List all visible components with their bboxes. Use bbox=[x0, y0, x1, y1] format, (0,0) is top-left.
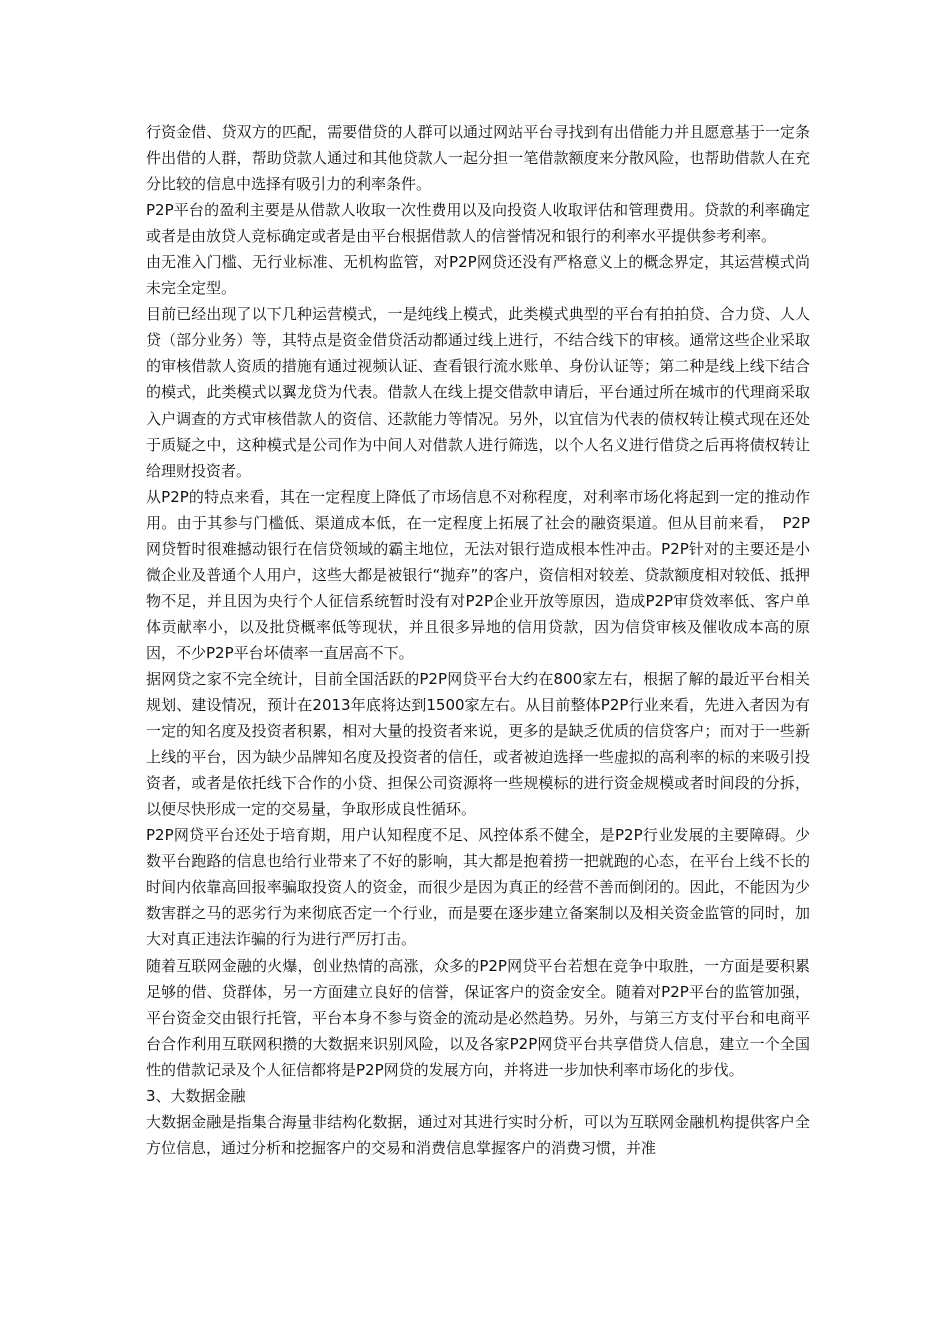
paragraph-big-data-finance: 大数据金融是指集合海量非结构化数据，通过对其进行实时分析，可以为互联网金融机构提供客户全方位信息，通过分析和挖掘客户的交易和消费信息掌握客户的消费习惯，并准 bbox=[146, 1112, 810, 1157]
paragraph-cultivation-stage: P2P网贷平台还处于培育期，用户认知程度不足、风控体系不健全，是P2P行业发展的主要障碍。少数平台跑路的信息也给行业带来了不好的影响，其大都是抱着捞一把就跑的心态，在平台上线不长的时间内依靠高回报率骗取投资人的资金，而很少是因为真正的经营不善而倒闭的。因此，不能因为少数害群之马的恶劣行为来彻底否定一个行业，而是要在逐步建立备案制以及相关资金监管的同时，加大对真正违法诈骗的行为进行严厉打击。 bbox=[146, 826, 810, 949]
paragraph-statistics: 据网贷之家不完全统计，目前全国活跃的P2P网贷平台大约在800家左右，根据了解的最近平台相关规划、建设情况，预计在2013年底将达到1500家左右。从目前整体P2P行业来看，先进入者因为有一定的知名度及投资者积累，相对大量的投资者来说，更多的是缺乏优质的信贷客户；而对于一些新上线的平台，因为缺少品牌知名度及投资者的信任，或者被迫选择一些虚拟的高利率的标的来吸引投资者，或者是依托线下合作的小贷、担保公司资源将一些规模标的进行资金规模或者时间段的分拆，以便尽快形成一定的交易量，争取形成良性循环。 bbox=[146, 669, 810, 819]
paragraph-matching: 行资金借、贷双方的匹配，需要借贷的人群可以通过网站平台寻找到有出借能力并且愿意基于一定条件出借的人群，帮助贷款人通过和其他贷款人一起分担一笔借款额度来分散风险，也帮助借款人在充分比较的信息中选择有吸引力的利率条件。 bbox=[146, 123, 810, 194]
document-body bbox=[146, 119, 810, 1161]
paragraph-operating-modes: 目前已经出现了以下几种运营模式，一是纯线上模式，此类模式典型的平台有拍拍贷、合力贷、人人贷（部分业务）等，其特点是资金借贷活动都通过线上进行，不结合线下的审核。通常这些企业采取的审核借款人资质的措施有通过视频认证、查看银行流水账单、身份认证等；第二种是线上线下结合的模式，此类模式以翼龙贷为代表。借款人在线上提交借款申请后，平台通过所在城市的代理商采取入户调查的方式审核借款人的资信、还款能力等情况。另外，以宜信为代表的债权转让模式现在还处于质疑之中，这种模式是公司作为中间人对借款人进行筛选，以个人名义进行借贷之后再将债权转让给理财投资者。 bbox=[146, 305, 810, 480]
paragraph-p2p-features: 从P2P的特点来看，其在一定程度上降低了市场信息不对称程度，对利率市场化将起到一定的推动作用。由于其参与门槛低、渠道成本低，在一定程度上拓展了社会的融资渠道。但从目前来看， P2P网贷暂时很难撼动银行在信贷领域的霸主地位，无法对银行造成根本性冲击。P2P针对的主要还是小微企业及普通个人用户，这些大都是被银行“抛弃”的客户，资信相对较差、贷款额度相对较低、抵押物不足，并且因为央行个人征信系统暂时没有对P2P企业开放等原因，造成P2P审贷效率低、客户单体贡献率小，以及批贷概率低等现状，并且很多异地的信用贷款，因为信贷审核及催收成本高的原因，不少P2P平台坏债率一直居高不下。 bbox=[146, 487, 810, 662]
section-heading-big-data: 3、大数据金融 bbox=[146, 1086, 246, 1105]
paragraph-future-direction: 随着互联网金融的火爆，创业热情的高涨，众多的P2P网贷平台若想在竞争中取胜，一方面是要积累足够的借、贷群体，另一方面建立良好的信誉，保证客户的资金安全。随着对P2P平台的监管加强，平台资金交由银行托管，平台本身不参与资金的流动是必然趋势。另外，与第三方支付平台和电商平台合作利用互联网积攒的大数据来识别风险，以及各家P2P网贷平台共享借贷人信息，建立一个全国性的借款记录及个人征信都将是P2P网贷的发展方向，并将进一步加快利率市场化的步伐。 bbox=[146, 956, 810, 1079]
paragraph-profit-model: P2P平台的盈利主要是从借款人收取一次性费用以及向投资人收取评估和管理费用。贷款的利率确定或者是由放贷人竞标确定或者是由平台根据借款人的信誉情况和银行的利率水平提供参考利率。 bbox=[146, 201, 810, 246]
paragraph-no-regulation: 由无准入门槛、无行业标准、无机构监管，对P2P网贷还没有严格意义上的概念界定，其运营模式尚未完全定型。 bbox=[146, 253, 810, 298]
